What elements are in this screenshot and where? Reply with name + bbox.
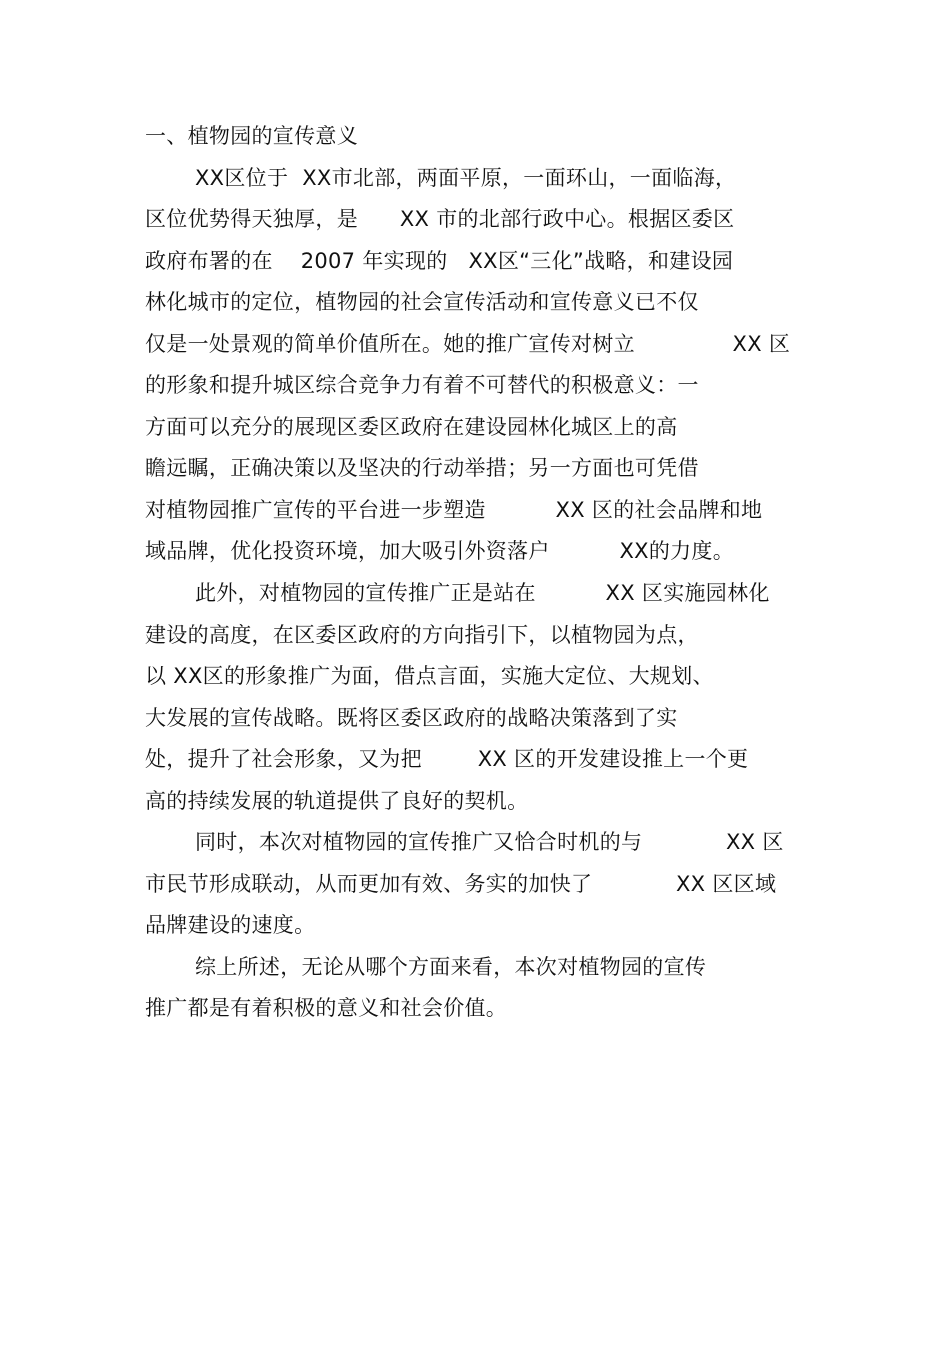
paragraph-line: XX区位于 XX市北部，两面平原，一面环山，一面临海， — [195, 166, 737, 190]
section-heading: 一、植物园的宣传意义 — [145, 124, 358, 148]
paragraph-line: 建设的高度，在区委区政府的方向指引下，以植物园为点， — [145, 623, 699, 647]
paragraph-line: 区位优势得天独厚，是 XX 市的北部行政中心。根据区委区 — [145, 207, 735, 231]
paragraph-line: 此外，对植物园的宣传推广正是站在 XX 区实施园林化 — [195, 581, 770, 605]
paragraph-line: 以 XX区的形象推广为面，借点言面，实施大定位、大规划、 — [145, 664, 714, 688]
paragraph-line: 推广都是有着积极的意义和社会价值。 — [145, 996, 508, 1020]
paragraph-line: 政府布署的在 2007 年实现的 XX区“三化”战略，和建设园 — [145, 249, 734, 273]
paragraph-line: 市民节形成联动，从而更加有效、务实的加快了 XX 区区域 — [145, 872, 777, 896]
paragraph-line: 的形象和提升城区综合竞争力有着不可替代的积极意义：一 — [145, 373, 699, 397]
paragraph-line: 高的持续发展的轨道提供了良好的契机。 — [145, 789, 529, 813]
paragraph-line: 仅是一处景观的简单价值所在。她的推广宣传对树立 XX 区 — [145, 332, 791, 356]
paragraph-line: 大发展的宣传战略。既将区委区政府的战略决策落到了实 — [145, 706, 678, 730]
paragraph-line: 林化城市的定位，植物园的社会宣传活动和宣传意义已不仅 — [145, 290, 699, 314]
paragraph-line: 对植物园推广宣传的平台进一步塑造 XX 区的社会品牌和地 — [145, 498, 763, 522]
paragraph-line: 方面可以充分的展现区委区政府在建设园林化城区上的高 — [145, 415, 678, 439]
paragraph-line: 处，提升了社会形象，又为把 XX 区的开发建设推上一个更 — [145, 747, 749, 771]
paragraph-line: 瞻远瞩，正确决策以及坚决的行动举措；另一方面也可凭借 — [145, 456, 699, 480]
paragraph-line: 同时，本次对植物园的宣传推广又恰合时机的与 XX 区 — [195, 830, 784, 854]
paragraph-line: 品牌建设的速度。 — [145, 913, 316, 937]
paragraph-line: 综上所述，无论从哪个方面来看，本次对植物园的宣传 — [195, 955, 707, 979]
paragraph-line: 域品牌，优化投资环境，加大吸引外资落户 XX的力度。 — [145, 539, 735, 563]
